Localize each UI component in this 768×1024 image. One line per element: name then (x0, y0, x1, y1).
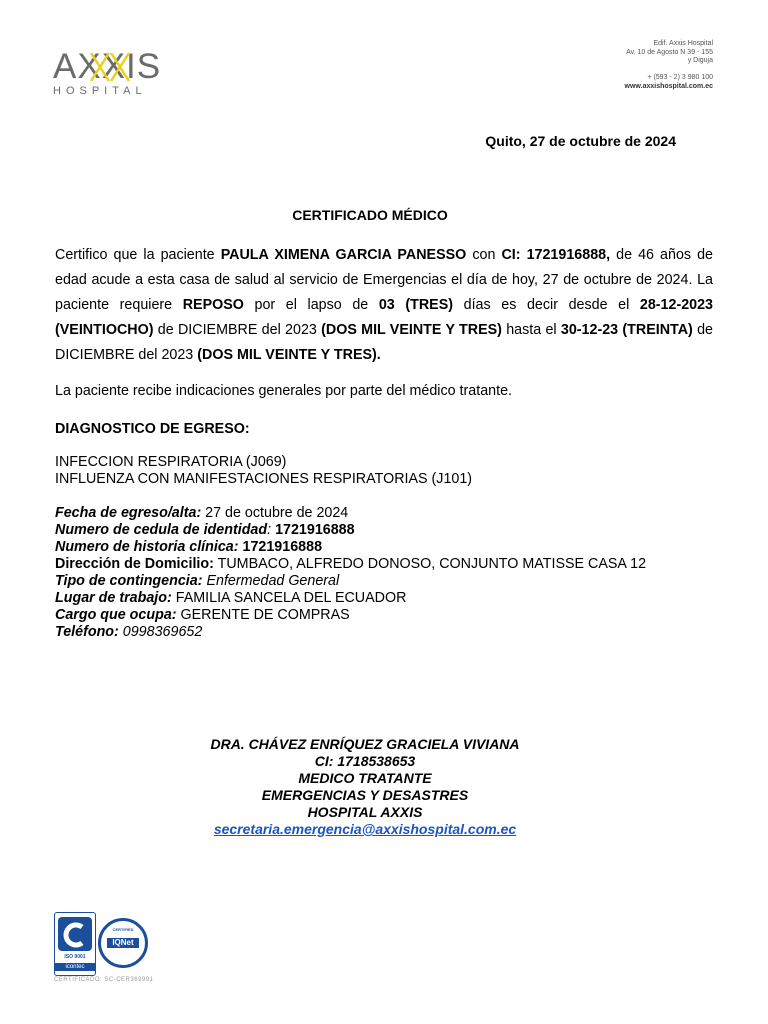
detail-id-number: Numero de cedula de identidad: 1721916888 (55, 522, 355, 538)
rest-from-year: (DOS MIL VEINTE Y TRES) (321, 322, 502, 338)
detail-address: Dirección de Domicilio: TUMBACO, ALFREDO DONOSO, CONJUNTO MATISSE CASA 12 (55, 556, 647, 572)
doctor-department: EMERGENCIAS Y DESASTRES (261, 787, 469, 803)
rest-from-date: 28-12-2023 (VEINTIOCHO) (55, 297, 714, 338)
signature-block (0, 736, 730, 838)
diagnosis-list (55, 454, 472, 488)
iqnet-certified-label: CERTIFIED (112, 927, 134, 932)
doctor-hospital: HOSPITAL AXXIS (307, 804, 423, 820)
detail-workplace: Lugar de trabajo: FAMILIA SANCELA DEL ECUADOR (55, 590, 407, 606)
hospital-address (625, 40, 713, 92)
doctor-name: DRA. CHÁVEZ ENRÍQUEZ GRACIELA VIVIANA (210, 736, 520, 752)
patient-name: PAULA XIMENA GARCIA PANESSO (220, 247, 467, 263)
logo-wordmark: AXXIS (53, 47, 162, 86)
body-text: de 46 años de edad acude a esta casa de salud al servicio de Emergencias el día de hoy, 27 de octubre de 2024. La paciente requiere (55, 247, 714, 313)
diagnosis-item: INFLUENZA CON MANIFESTACIONES RESPIRATORIAS (J101) (55, 471, 473, 487)
document-date: Quito, 27 de octubre de 2024 (485, 133, 676, 149)
body-text: hasta el (501, 322, 561, 338)
hospital-website: www.axxishospital.com.ec (624, 82, 713, 90)
logo-subtitle: HOSPITAL (53, 85, 147, 97)
certification-badges (54, 912, 154, 982)
detail-history-number: Numero de historia clínica: 1721916888 (55, 539, 323, 555)
detail-phone: Teléfono: 0998369652 (55, 624, 203, 640)
icontec-label: icontec (55, 963, 95, 971)
iqnet-badge (98, 918, 148, 968)
hospital-logo (53, 47, 163, 99)
patient-details (55, 505, 646, 641)
body-text: de DICIEMBRE del 2023 (55, 322, 713, 363)
body-text: por el lapso de (243, 297, 379, 313)
certificate-title: CERTIFICADO MÉDICO (292, 207, 448, 223)
certificate-number: CERTIFICADO: SC-CER369991 (54, 977, 154, 983)
address-line: Av. 10 de Agosto N 39 - 155 (626, 48, 713, 56)
diagnosis-heading: DIAGNOSTICO DE EGRESO: (55, 421, 250, 437)
hospital-phone: + (593 - 2) 3 980 100 (647, 74, 713, 82)
body-text: Certifico que la paciente (55, 247, 221, 263)
icontec-logo-icon (55, 915, 95, 955)
rest-days: 03 (TRES) (378, 297, 454, 313)
rest-to-year: (DOS MIL VEINTE Y TRES). (197, 347, 381, 363)
iso-label: ISO 9001 (64, 954, 86, 960)
rest-label: REPOSO (182, 297, 244, 313)
logo-x-mark-icon (87, 49, 137, 85)
address-line: y Diguja (687, 57, 713, 65)
detail-discharge-date: Fecha de egreso/alta: 27 de octubre de 2024 (55, 505, 349, 521)
body-text: de DICIEMBRE del 2023 (153, 322, 322, 338)
doctor-role: MEDICO TRATANTE (298, 770, 432, 786)
doctor-email-link[interactable]: secretaria.emergencia@axxishospital.com.ec (213, 821, 517, 837)
icontec-badge (54, 912, 96, 976)
rest-to-date: 30-12-23 (TREINTA) (560, 322, 693, 338)
body-text: días es decir desde el (453, 297, 640, 313)
certificate-body (55, 243, 713, 368)
body-text: con (466, 247, 502, 263)
address-line: Edif. Axxis Hospital (653, 40, 713, 47)
detail-contingency: Tipo de contingencia: Enfermedad General (55, 573, 340, 589)
detail-position: Cargo que ocupa: GERENTE DE COMPRAS (55, 607, 350, 623)
diagnosis-item: INFECCION RESPIRATORIA (J069) (55, 454, 287, 470)
doctor-ci: CI: 1718538653 (314, 753, 416, 769)
indications-note: La paciente recibe indicaciones generales por parte del médico tratante. (55, 383, 512, 399)
iqnet-label: IQNet (107, 938, 139, 948)
patient-ci: CI: 1721916888, (501, 247, 611, 263)
